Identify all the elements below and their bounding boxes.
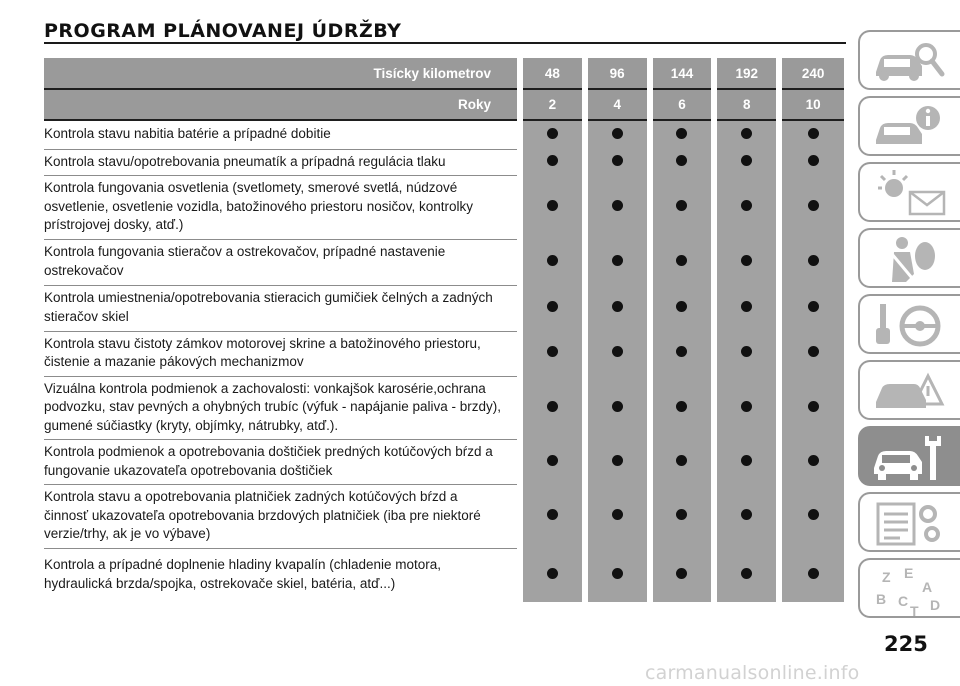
check-dot <box>676 455 687 466</box>
header-years-value: 10 <box>779 89 844 120</box>
interval-cell <box>714 149 779 176</box>
check-dot <box>808 128 819 139</box>
task-description-line: hydraulická brzda/spojka, ostrekovače skiel, batéria, atď...) <box>44 575 396 591</box>
check-dot <box>612 455 623 466</box>
check-dot <box>808 509 819 520</box>
check-dot <box>547 200 558 211</box>
check-dot <box>808 568 819 579</box>
watermark: carmanualsonline.info <box>645 662 860 684</box>
schedule-row <box>44 176 844 240</box>
task-description-line: Kontrola stavu/opotrebovania pneumatík a prípadná regulácia tlaku <box>44 153 446 169</box>
check-dot <box>676 568 687 579</box>
tab-warnings[interactable] <box>858 162 960 222</box>
interval-cell <box>585 239 650 285</box>
check-dot <box>808 200 819 211</box>
interval-cell <box>650 239 715 285</box>
interval-cell <box>779 376 844 440</box>
interval-cell <box>585 548 650 602</box>
check-dot <box>612 509 623 520</box>
title-rule <box>44 42 846 44</box>
interval-cell <box>520 331 585 376</box>
check-dot <box>612 346 623 357</box>
interval-cell <box>779 239 844 285</box>
interval-cell <box>714 176 779 240</box>
check-dot <box>808 301 819 312</box>
task-description <box>44 331 520 376</box>
interval-cell <box>520 176 585 240</box>
interval-cell <box>650 149 715 176</box>
task-description-line: Kontrola stavu nabitia batérie a prípadné dobitie <box>44 126 331 141</box>
interval-cell <box>520 149 585 176</box>
interval-cell <box>779 176 844 240</box>
check-dot <box>547 568 558 579</box>
check-dot <box>808 401 819 412</box>
check-dot <box>676 401 687 412</box>
check-dot <box>808 455 819 466</box>
task-description-line: Kontrola stavu a opotrebovania platničiek zadných kotúčových bŕzd a <box>44 489 458 504</box>
schedule-row <box>44 440 844 485</box>
interval-cell <box>779 120 844 149</box>
interval-cell <box>585 176 650 240</box>
interval-cell <box>714 440 779 485</box>
check-dot <box>547 455 558 466</box>
task-description-line: Kontrola a prípadné doplnenie hladiny kvapalín (chladenie motora, <box>44 557 442 573</box>
index-letter: D <box>930 597 941 613</box>
task-description-line: osvetlenie, osvetlenie vozidla, batožinového priestoru nosičov, kontrolky <box>44 198 473 214</box>
header-years-value: 8 <box>714 89 779 120</box>
task-description <box>44 376 520 440</box>
task-description <box>44 285 520 331</box>
schedule-row <box>44 548 844 602</box>
check-dot <box>612 155 623 166</box>
task-description <box>44 176 520 240</box>
tab-technical-data[interactable] <box>858 492 960 552</box>
key-steering-wheel-icon <box>870 300 950 352</box>
check-dot <box>741 346 752 357</box>
task-description <box>44 548 520 602</box>
index-letter: T <box>910 603 919 619</box>
interval-cell <box>585 376 650 440</box>
interval-cell <box>779 485 844 549</box>
index-letter: A <box>922 579 933 595</box>
interval-cell <box>779 331 844 376</box>
interval-cell <box>650 376 715 440</box>
task-description-line: Kontrola fungovania stieračov a ostrekovačov, prípadné nastavenie <box>44 244 446 259</box>
task-description <box>44 440 520 485</box>
schedule-row <box>44 376 844 440</box>
task-description-line: podvozku, stav pevných a ohybných trubíc (výfuk - napájanie paliva - brzdy), <box>44 399 501 414</box>
check-dot <box>741 301 752 312</box>
task-description-line: čistenie a mazanie pákových mechanizmov <box>44 354 304 369</box>
check-dot <box>612 401 623 412</box>
interval-cell <box>650 331 715 376</box>
check-dot <box>676 128 687 139</box>
interval-cell <box>650 485 715 549</box>
interval-cell <box>650 548 715 602</box>
header-km-value: 192 <box>714 58 779 89</box>
interval-cell <box>714 239 779 285</box>
check-dot <box>676 255 687 266</box>
interval-cell <box>585 331 650 376</box>
schedule-row <box>44 239 844 285</box>
check-dot <box>547 401 558 412</box>
page-number: 225 <box>884 632 928 656</box>
car-info-icon <box>870 102 950 154</box>
check-dot <box>741 509 752 520</box>
tab-maintenance[interactable] <box>858 426 960 486</box>
alphabetical-index-icon <box>870 564 950 620</box>
interval-cell <box>779 149 844 176</box>
schedule-row <box>44 331 844 376</box>
interval-cell <box>779 285 844 331</box>
tab-emergency[interactable] <box>858 360 960 420</box>
check-dot <box>547 346 558 357</box>
interval-cell <box>520 548 585 602</box>
header-row-years <box>44 89 844 120</box>
task-description-line: Kontrola stavu čistoty zámkov motorovej skrine a batožinového priestoru, <box>44 335 481 351</box>
interval-cell <box>650 440 715 485</box>
check-dot <box>676 301 687 312</box>
task-description-line: fungovanie ukazovateľa opotrebovania doštičiek <box>44 462 333 478</box>
index-letter: Z <box>882 569 891 585</box>
check-dot <box>741 401 752 412</box>
header-km-value: 96 <box>585 58 650 89</box>
tab-dashboard-info[interactable] <box>858 96 960 156</box>
interval-cell <box>585 149 650 176</box>
task-description <box>44 120 520 149</box>
interval-cell <box>650 176 715 240</box>
task-description-line: Kontrola fungovania osvetlenia (svetlomety, smerové svetlá, núdzové <box>44 180 458 195</box>
task-description <box>44 149 520 176</box>
check-dot <box>741 200 752 211</box>
interval-cell <box>585 485 650 549</box>
check-dot <box>547 128 558 139</box>
task-description-line: verzie/trhy, ak je vo výbave) <box>44 526 211 541</box>
schedule-row <box>44 120 844 149</box>
task-description-line: Kontrola umiestnenia/opotrebovania stieracich gumičiek čelných a zadných <box>44 290 493 305</box>
task-description-line: gumené súčiastky (kryty, objímky, nátrubky, atď.). <box>44 417 339 433</box>
schedule-row <box>44 285 844 331</box>
interval-cell <box>714 120 779 149</box>
interval-cell <box>520 376 585 440</box>
task-description <box>44 485 520 549</box>
header-km-value: 144 <box>650 58 715 89</box>
task-description-line: Kontrola podmienok a opotrebovania doštičiek predných kotúčových bŕzd a <box>44 444 493 459</box>
check-dot <box>547 155 558 166</box>
header-years-label: Roky <box>44 89 520 120</box>
interval-cell <box>520 239 585 285</box>
header-km-value: 240 <box>779 58 844 89</box>
check-dot <box>676 200 687 211</box>
page-title: PROGRAM PLÁNOVANEJ ÚDRŽBY <box>44 20 402 42</box>
task-description-line: ostrekovačov <box>44 262 124 278</box>
technical-data-icon <box>870 498 950 550</box>
interval-cell <box>520 485 585 549</box>
check-dot <box>676 155 687 166</box>
index-letter: E <box>904 565 914 581</box>
check-dot <box>808 155 819 166</box>
check-dot <box>612 128 623 139</box>
index-letter: C <box>898 593 909 609</box>
task-description-line: stieračov skiel <box>44 308 129 324</box>
schedule-row <box>44 149 844 176</box>
tab-index[interactable] <box>858 558 960 618</box>
schedule-row <box>44 485 844 549</box>
interval-cell <box>585 285 650 331</box>
interval-cell <box>650 285 715 331</box>
task-description-line: Vizuálna kontrola podmienok a zachovalosti: vonkajšok karosérie,ochrana <box>44 380 486 396</box>
check-dot <box>612 200 623 211</box>
header-years-value: 6 <box>650 89 715 120</box>
interval-cell <box>714 485 779 549</box>
check-dot <box>612 301 623 312</box>
seatbelt-airbag-icon <box>870 234 950 286</box>
check-dot <box>741 255 752 266</box>
index-letter: B <box>876 591 887 607</box>
interval-cell <box>714 331 779 376</box>
task-description-line: činnosť ukazovateľa opotrebovania brzdových platničiek (iba pre niektoré <box>44 507 481 523</box>
check-dot <box>612 568 623 579</box>
task-description-line: prístrojovej dosky, atď.) <box>44 217 184 232</box>
check-dot <box>547 509 558 520</box>
interval-cell <box>585 440 650 485</box>
check-dot <box>676 509 687 520</box>
car-maintenance-wrench-icon <box>870 432 950 484</box>
header-years-value: 4 <box>585 89 650 120</box>
interval-cell <box>714 548 779 602</box>
interval-cell <box>779 548 844 602</box>
interval-cell <box>520 120 585 149</box>
check-dot <box>741 155 752 166</box>
header-km-value: 48 <box>520 58 585 89</box>
check-dot <box>808 255 819 266</box>
check-dot <box>547 255 558 266</box>
tab-starting-driving[interactable] <box>858 294 960 354</box>
car-emergency-icon <box>870 366 950 418</box>
check-dot <box>741 128 752 139</box>
tab-car-knowledge[interactable] <box>858 30 960 90</box>
header-years-value: 2 <box>520 89 585 120</box>
maintenance-schedule-table <box>44 58 844 602</box>
task-description <box>44 239 520 285</box>
interval-cell <box>585 120 650 149</box>
interval-cell <box>520 440 585 485</box>
interval-cell <box>779 440 844 485</box>
check-dot <box>612 255 623 266</box>
car-magnifier-icon <box>870 36 950 88</box>
header-row-km <box>44 58 844 89</box>
check-dot <box>741 568 752 579</box>
interval-cell <box>520 285 585 331</box>
interval-cell <box>714 376 779 440</box>
check-dot <box>808 346 819 357</box>
tab-safety[interactable] <box>858 228 960 288</box>
interval-cell <box>714 285 779 331</box>
interval-cell <box>650 120 715 149</box>
header-km-label: Tisícky kilometrov <box>44 58 520 89</box>
check-dot <box>741 455 752 466</box>
check-dot <box>676 346 687 357</box>
check-dot <box>547 301 558 312</box>
warning-light-message-icon <box>870 168 950 220</box>
